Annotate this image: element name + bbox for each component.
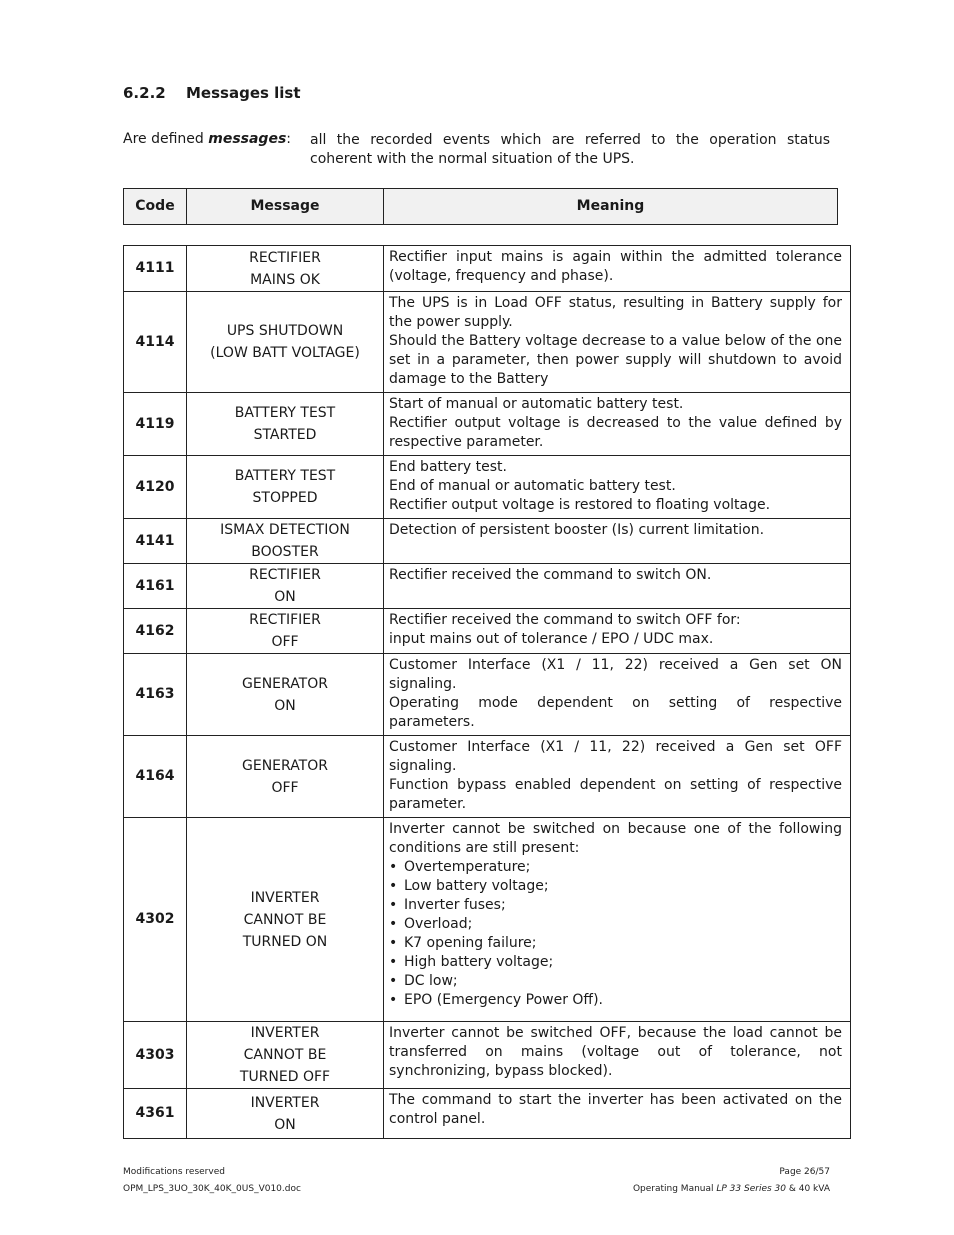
row-message bbox=[187, 246, 384, 292]
message-line: ISMAX DETECTION bbox=[220, 522, 350, 538]
message-line: BATTERY TEST bbox=[234, 468, 336, 484]
row-message bbox=[187, 456, 384, 519]
row-meaning bbox=[384, 654, 851, 736]
footer-manual-prefix: Operating Manual bbox=[632, 1184, 717, 1194]
message-line: ON bbox=[274, 589, 296, 605]
message-line: STOPPED bbox=[252, 490, 318, 506]
row-meaning bbox=[384, 456, 851, 519]
intro-label-prefix: Are defined bbox=[123, 131, 209, 147]
message-line: RECTIFIER bbox=[249, 612, 321, 628]
message-line: UPS SHUTDOWN bbox=[226, 323, 344, 339]
footer-right bbox=[633, 1164, 830, 1198]
row-message bbox=[187, 393, 384, 456]
condition-item: • Overload; bbox=[389, 915, 842, 934]
condition-item: • Overtemperature; bbox=[389, 858, 842, 877]
table-header bbox=[123, 188, 838, 225]
row-meaning bbox=[384, 519, 851, 564]
row-code: 4302 bbox=[124, 818, 187, 1022]
table-row bbox=[124, 246, 851, 292]
row-meaning bbox=[384, 246, 851, 292]
message-line: CANNOT BE bbox=[243, 1047, 327, 1063]
header-message: Message bbox=[187, 189, 384, 225]
message-line: STARTED bbox=[253, 427, 317, 443]
row-code: 4361 bbox=[124, 1089, 187, 1139]
footer-filename: OPM_LPS_3UO_30K_40K_0US_V010.doc bbox=[123, 1184, 301, 1194]
meaning-line: Rectifier input mains is again within the admitted tolerance (voltage, frequency and phase). bbox=[389, 249, 842, 284]
row-code: 4161 bbox=[124, 564, 187, 609]
table-row bbox=[124, 818, 851, 1022]
table-row bbox=[124, 519, 851, 564]
meaning-line: Rectifier received the command to switch OFF for: bbox=[389, 612, 741, 628]
meaning-line: Rectifier output voltage is decreased to the value defined by respective parameter. bbox=[389, 415, 842, 450]
conditions-list bbox=[389, 858, 842, 1010]
table-row bbox=[124, 609, 851, 654]
meaning-line: Operating mode dependent on setting of respective parameters. bbox=[389, 695, 842, 730]
row-message bbox=[187, 818, 384, 1022]
message-line: BOOSTER bbox=[251, 544, 319, 560]
row-code: 4120 bbox=[124, 456, 187, 519]
row-code: 4114 bbox=[124, 292, 187, 393]
row-code: 4119 bbox=[124, 393, 187, 456]
row-message bbox=[187, 292, 384, 393]
message-line: (LOW BATT VOLTAGE) bbox=[210, 345, 360, 361]
meaning-line: Rectifier received the command to switch ON. bbox=[389, 567, 712, 583]
header-code: Code bbox=[124, 189, 187, 225]
message-line: OFF bbox=[271, 634, 299, 650]
message-line: MAINS OK bbox=[250, 271, 320, 288]
row-message bbox=[187, 519, 384, 564]
row-message bbox=[187, 564, 384, 609]
footer-modifications: Modifications reserved bbox=[123, 1167, 225, 1177]
message-line: GENERATOR bbox=[242, 675, 328, 692]
condition-item: • High battery voltage; bbox=[389, 953, 842, 972]
message-line: RECTIFIER bbox=[249, 567, 321, 583]
row-meaning bbox=[384, 818, 851, 1022]
condition-item: • Low battery voltage; bbox=[389, 877, 842, 896]
message-line: GENERATOR bbox=[242, 757, 328, 774]
table-row bbox=[124, 564, 851, 609]
row-code: 4163 bbox=[124, 654, 187, 736]
intro-label bbox=[123, 131, 291, 147]
meaning-line: Detection of persistent booster (Is) current limitation. bbox=[389, 522, 765, 538]
intro-label-emph: messages bbox=[208, 131, 287, 147]
table-row bbox=[124, 1022, 851, 1089]
table-row bbox=[124, 1089, 851, 1139]
row-code: 4162 bbox=[124, 609, 187, 654]
meaning-line: Rectifier output voltage is restored to floating voltage. bbox=[389, 497, 771, 513]
row-message bbox=[187, 654, 384, 736]
condition-item: • EPO (Emergency Power Off). bbox=[389, 991, 842, 1010]
footer-manual-suffix: & 40 kVA bbox=[785, 1184, 830, 1194]
meaning-line: End battery test. bbox=[389, 459, 507, 475]
message-line: ON bbox=[274, 1116, 296, 1133]
messages-table bbox=[123, 245, 851, 1139]
condition-item: • Inverter fuses; bbox=[389, 896, 842, 915]
meaning-line: Should the Battery voltage decrease to a value below of the one set in a parameter, then power supply will shutdown to avoid damage to the Battery bbox=[389, 333, 842, 387]
footer-left bbox=[123, 1164, 301, 1198]
meaning-line: End of manual or automatic battery test. bbox=[389, 478, 676, 494]
row-meaning bbox=[384, 564, 851, 609]
meaning-line: input mains out of tolerance / EPO / UDC max. bbox=[389, 631, 714, 647]
meaning-line: The command to start the inverter has been activated on the control panel. bbox=[389, 1092, 842, 1127]
message-line: BATTERY TEST bbox=[234, 405, 336, 421]
message-line: ON bbox=[274, 697, 296, 714]
row-code: 4303 bbox=[124, 1022, 187, 1089]
message-line: RECTIFIER bbox=[249, 249, 321, 266]
table-row bbox=[124, 456, 851, 519]
message-line: INVERTER bbox=[250, 1025, 320, 1041]
message-line: TURNED OFF bbox=[239, 1069, 331, 1085]
message-line: INVERTER bbox=[250, 889, 320, 906]
table-row bbox=[124, 292, 851, 393]
row-message bbox=[187, 1022, 384, 1089]
footer-manual-emph: LP 33 Series 30 bbox=[716, 1184, 786, 1194]
message-line: TURNED ON bbox=[242, 933, 328, 950]
section-title: Messages list bbox=[186, 84, 301, 102]
row-meaning bbox=[384, 1089, 851, 1139]
meaning-line: Inverter cannot be switched on because one of the following conditions are still present: bbox=[389, 821, 842, 856]
table-row bbox=[124, 736, 851, 818]
condition-item: • K7 opening failure; bbox=[389, 934, 842, 953]
footer-manual-title bbox=[633, 1181, 830, 1198]
meaning-line: Inverter cannot be switched OFF, because the load cannot be transferred on mains (voltage out of tolerance, not synchronizing, bypass blocked). bbox=[389, 1025, 842, 1079]
row-meaning bbox=[384, 736, 851, 818]
footer-page-number: Page 26/57 bbox=[779, 1167, 830, 1177]
intro-label-suffix: : bbox=[286, 131, 291, 147]
meaning-line: Function bypass enabled dependent on setting of respective parameter. bbox=[389, 777, 842, 812]
message-line: CANNOT BE bbox=[243, 911, 327, 928]
table-row bbox=[124, 393, 851, 456]
meaning-line: The UPS is in Load OFF status, resulting in Battery supply for the power supply. bbox=[389, 295, 842, 330]
table-row bbox=[124, 654, 851, 736]
message-line: OFF bbox=[271, 779, 299, 796]
row-meaning bbox=[384, 1022, 851, 1089]
row-meaning bbox=[384, 393, 851, 456]
row-meaning bbox=[384, 609, 851, 654]
intro-text: all the recorded events which are referred to the operation status coherent with the normal situation of the UPS. bbox=[310, 132, 830, 167]
row-code: 4141 bbox=[124, 519, 187, 564]
message-line: INVERTER bbox=[250, 1094, 320, 1111]
section-number: 6.2.2 bbox=[123, 84, 166, 102]
row-message bbox=[187, 736, 384, 818]
row-meaning bbox=[384, 292, 851, 393]
messages-table-body bbox=[124, 246, 851, 1139]
meaning-line: Customer Interface (X1 / 11, 22) received a Gen set ON signaling. bbox=[389, 657, 842, 692]
row-message bbox=[187, 1089, 384, 1139]
meaning-line: Customer Interface (X1 / 11, 22) received a Gen set OFF signaling. bbox=[389, 739, 842, 774]
row-code: 4164 bbox=[124, 736, 187, 818]
row-message bbox=[187, 609, 384, 654]
condition-item: • DC low; bbox=[389, 972, 842, 991]
meaning-line: Start of manual or automatic battery test. bbox=[389, 396, 684, 412]
header-meaning: Meaning bbox=[384, 189, 838, 225]
row-code: 4111 bbox=[124, 246, 187, 292]
